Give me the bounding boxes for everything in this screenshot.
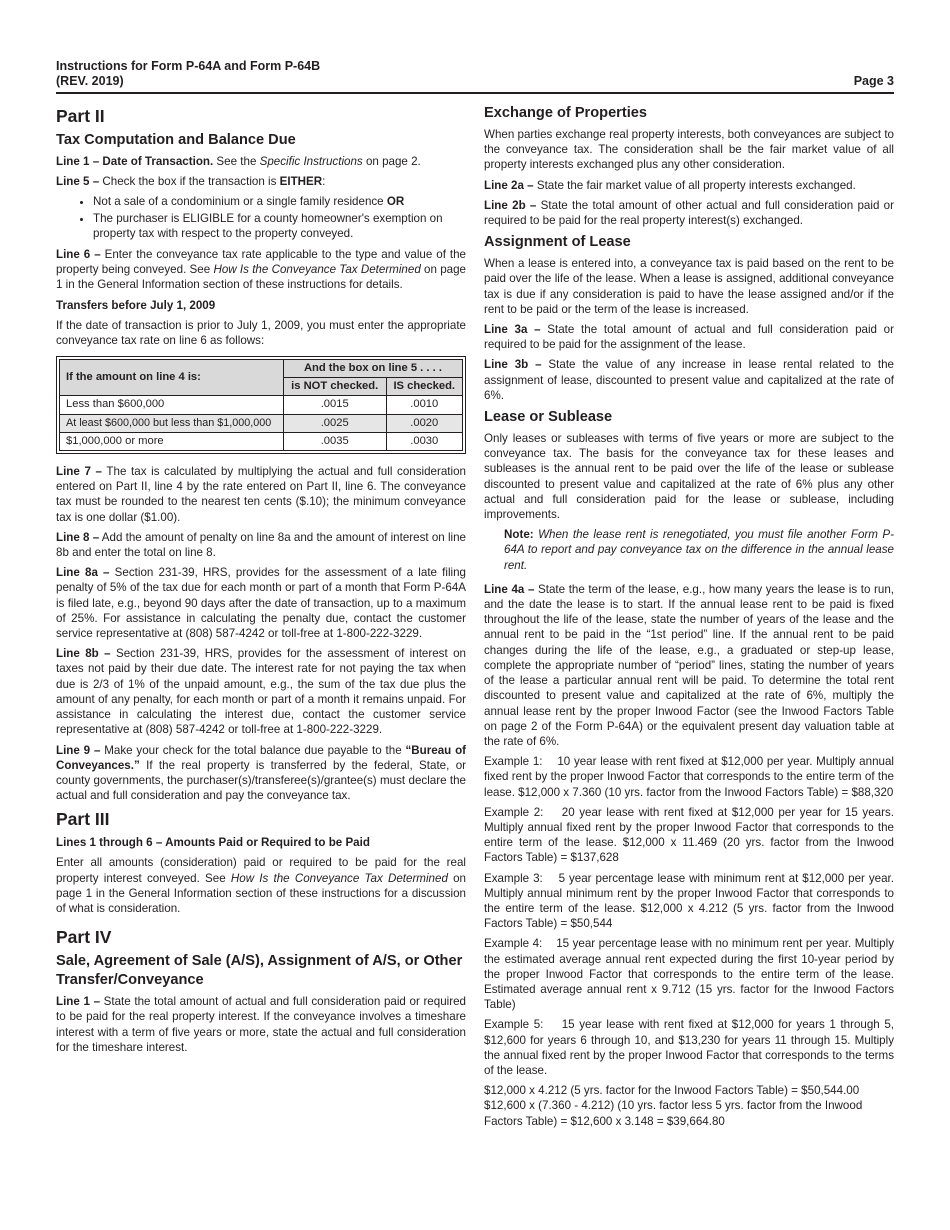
table-cell: .0035 (283, 432, 386, 450)
title-line-1: Instructions for Form P-64A and Form P-64B (56, 59, 321, 73)
line-8-paragraph (56, 530, 466, 560)
line-3b-paragraph (484, 357, 894, 403)
lease-paragraph: Only leases or subleases with terms of five years or more are subject to the conveyance tax. The basis for the conveyance tax for these leases and subleases is the annual rent to be paid over the life of the lease or sublease discounted to present value and capitalized at the rate of 6% plus any other actual and full consideration paid for the lease or sublease, including improvements. (484, 432, 894, 522)
calc-line-2: $12,600 x (7.360 - 4.212) (10 yrs. factor less 5 yrs. factor from the Inwood Factors Table) = $12,600 x 3.148 = $39,664.80 (484, 1099, 863, 1128)
exchange-heading: Exchange of Properties (484, 105, 648, 121)
line-7-label: Line 7 – (56, 465, 102, 479)
part-3-paragraph (56, 855, 466, 916)
note-label: Note: (504, 528, 534, 542)
part-3-emphasis: How Is the Conveyance Tax Determined (230, 871, 448, 885)
table-cell: At least $600,000 but less than $1,000,000 (60, 414, 284, 432)
line-8a-label: Line 8a – (56, 566, 110, 580)
table-col-not-checked-header: is NOT checked. (283, 378, 386, 396)
line-3a-paragraph (484, 322, 894, 352)
part-4-subheading: Sale, Agreement of Sale (A/S), Assignment of A/S, or Other Transfer/Conveyance (56, 953, 463, 989)
left-column (56, 101, 466, 1060)
line-2b-label: Line 2b – (484, 198, 537, 212)
bullet-1-or: OR (386, 195, 405, 209)
line-5-text: Check the box if the transaction is (99, 175, 280, 189)
line-9-text-b: If the real property is transferred by the federal, State, or county governments, the purchaser(s)/transferee(s)/grantee(s) must declare the actual and full consideration and pay the conveyance tax. (56, 758, 466, 803)
table-col-amount-header: If the amount on line 4 is: (60, 360, 284, 396)
line-6-label: Line 6 – (56, 248, 101, 262)
part-4-line-1-paragraph (56, 994, 466, 1055)
line-7-paragraph (56, 464, 466, 525)
line-6-text-a: Enter the conveyance tax rate applicable to the type and value of the property being conveyed. See (56, 248, 467, 277)
line-2b-text: State the total amount of other actual and full consideration paid or required to be paid for the real property interest(s) exchanged. (484, 198, 894, 228)
line-2a-label: Line 2a – (484, 178, 534, 192)
part-3-text-a: Enter all amounts (consideration) paid or required to be paid for the real property interest conveyed. See (56, 856, 466, 885)
right-column (484, 101, 898, 1129)
page-header (56, 59, 894, 89)
table-cell: .0020 (386, 414, 463, 432)
line-6-paragraph (56, 247, 466, 293)
table-cell: .0015 (283, 396, 386, 414)
line-9-paragraph (56, 743, 466, 804)
transfers-heading: Transfers before July 1, 2009 (56, 298, 216, 312)
line-4a-text: State the term of the lease, e.g., how many years the lease is to run, and the date the lease is to start. If the annual lease rent to be paid is fixed throughout the life of the lease, state the number of years of the lease and the annual rent to be paid in the “1st period” line. If the annual rent to be paid changes during the life of the lease, e.g., a graduated or step-up lease, complete the appropriate number of “period” lines, stating the number of years of the lease a particular annual rent will be paid. To determine the total rent discounted to present value and capitalized at the rate of 6%, multiply the annual lease rent by the proper Inwood Factor (see the Inwood Factors Table on page 2 of the Form P-64A) or the equivalent present day valuation table at the rate of 6%. (484, 582, 895, 748)
line-4a-paragraph (484, 582, 894, 749)
transfers-paragraph: If the date of transaction is prior to July 1, 2009, you must enter the appropriate conveyance tax rate on line 6 as follows: (56, 318, 466, 347)
line-3b-label: Line 3b – (484, 358, 542, 372)
example-2: Example 2: 20 year lease with rent fixed at $12,000 per year for 15 years. Multiply annual fixed rent by the proper Inwood Factor that corresponds to the entire term of the lease. $12,000 x 11.469 (20 yrs. factor from the Inwood Factors Table) = $137,628 (484, 805, 898, 865)
assignment-heading: Assignment of Lease (484, 234, 631, 251)
line-8a-paragraph (56, 565, 466, 641)
part-2-heading: Part II (56, 106, 105, 126)
line-9-payee: “Bureau of Conveyances.” (56, 743, 467, 772)
table-row (60, 432, 463, 450)
header-divider (56, 92, 894, 94)
line-8a-text: Section 231-39, HRS, provides for the assessment of a late filing penalty of 5% of the tax due for each month or part of a month that Form P-64A is filed late, e.g., beyond 90 days after the date of transaction, up to a maximum of 25%. For assistance in calculating the penalty due, contact the customer service representative at (808) 587-4242 or toll-free at 1-800-222-3229. (56, 566, 466, 641)
line-8b-paragraph (56, 646, 466, 737)
part-2-subheading: Tax Computation and Balance Due (56, 132, 296, 148)
table-row (60, 396, 463, 414)
table-cell: .0025 (283, 414, 386, 432)
example-3: Example 3: 5 year percentage lease with minimum rent at $12,000 per year. Multiply annual minimum rent by the proper Inwood Factor that corresponds to the entire term of the lease. $12,000 x 4.212 (5 yrs. factor from the Inwood Factors Table) = $50,544 (484, 871, 898, 931)
line-3a-text: State the total amount of actual and full consideration paid or required to be paid for the assignment of the lease. (484, 323, 894, 352)
line-1-emphasis: Specific Instructions (259, 155, 363, 168)
table-group-header: And the box on line 5 . . . . (283, 360, 462, 378)
part-3-text-b: on page 1 in the General Information section of these instructions for a discussion of what is consideration. (56, 871, 466, 915)
line-8-label: Line 8 – (56, 530, 100, 544)
bullet-item: • The purchaser is ELIGIBLE for a county homeowner's exemption on property tax with respect to the property conveyed. (93, 211, 466, 241)
line-5-colon: : (322, 175, 326, 189)
line-5-either: EITHER (279, 175, 323, 189)
line-8b-text: Section 231-39, HRS, provides for the assessment of interest on taxes not paid by their due date. The interest rate for not paying the tax when due is 2/3 of 1% of the unpaid amount, e.g., the sum of the tax due plus the amount of any penalty, for each month or part of a month it remains unpaid. For assistance in calculating the interest due, contact the customer service representative at (808) 587-4242 or toll-free at 1-800-222-3229. (56, 647, 466, 737)
example-5: Example 5: 15 year lease with rent fixed at $12,000 for years 1 through 5, $12,600 for years 6 through 10, and $13,230 for years 11 through 15. Multiply the annual fixed rent by the proper Inwood Factor that corresponds to the terms of the lease. (484, 1018, 898, 1077)
exchange-paragraph: When parties exchange real property interests, both conveyances are subject to the conveyance tax. The consideration shall be the fair market value of all property interests exchanged plus any other consideration. (484, 128, 894, 172)
table-cell: $1,000,000 or more (60, 432, 284, 450)
line-8b-label: Line 8b – (56, 647, 111, 661)
bullet-item (93, 194, 466, 209)
line-8-text: Add the amount of penalty on line 8a and the amount of interest on line 8b and enter the total on line 8. (56, 530, 467, 560)
line-9-text-a: Make your check for the total balance due payable to the (100, 743, 406, 757)
title-line-2: (REV. 2019) (56, 74, 124, 88)
part-4-line-1-label: Line 1 – (56, 995, 101, 1009)
note-text: When the lease rent is renegotiated, you must file another Form P-64A to report and pay conveyance tax on the difference in the annual lease rent. (504, 528, 894, 572)
table-cell: .0030 (386, 432, 463, 450)
line-2a-paragraph (484, 178, 894, 193)
line-1-label: Line 1 – Date of Transaction. (56, 155, 214, 168)
line-6-emphasis: How Is the Conveyance Tax Determined (213, 263, 421, 277)
table-cell: Less than $600,000 (60, 396, 284, 414)
line-2a-text: State the fair market value of all property interests exchanged. (533, 178, 856, 192)
rate-table-frame (56, 356, 466, 454)
line-1-text-b: on page 2. (362, 155, 421, 168)
lease-note (484, 527, 894, 573)
line-4a-label: Line 4a – (484, 582, 535, 596)
line-3b-text: State the value of any increase in lease rental related to the assignment of lease, discounted to present value and capitalized at the rate of 6%. (484, 358, 894, 402)
line-3a-label: Line 3a – (484, 323, 541, 337)
line-6-text-b: on page 1 in the General Information section of these instructions for details. (56, 263, 466, 292)
line-5-label: Line 5 – (56, 175, 100, 189)
part-4-heading: Part IV (56, 927, 112, 948)
line-1-paragraph (56, 154, 466, 169)
example-4: Example 4: 15 year percentage lease with no minimum rent per year. Multiply the estimated average annual rent expected during the first 10-year period by the proper Inwood Factor that corresponds to the entire term of the lease. Estimated average annual rent x 9.712 (15 yrs. factor for the Inwood Factors Table) (484, 937, 898, 1012)
rate-table (59, 359, 463, 451)
line-1-text-a: See the (213, 155, 260, 168)
document-title (56, 59, 894, 89)
line-5-bullets (56, 194, 466, 241)
part-3-heading: Part III (56, 809, 110, 830)
line-7-text: The tax is calculated by multiplying the actual and full consideration entered on Part II, line 4 by the rate entered on Part II, line 6. The conveyance tax must be rounded to the nearest ten cents ($.10); the minimum conveyance tax is one dollar ($1.00). (56, 465, 466, 524)
example-1: Example 1: 10 year lease with rent fixed at $12,000 per year. Multiply annual fixed rent by the proper Inwood Factor that corresponds to the entire term of the lease. $12,000 x 7.360 (10 yrs. factor from the Inwood Factors Table) = $88,320 (484, 755, 898, 799)
assignment-paragraph: When a lease is entered into, a conveyance tax is paid based on the rent to be paid over the life of the lease. When a lease is assigned, additional conveyance tax is due if any consideration is paid to have the lease assigned and/or if the rent to be paid or the term of the lease is increased. (484, 257, 894, 316)
line-9-label: Line 9 – (56, 743, 101, 757)
line-5-paragraph (56, 174, 466, 189)
table-row (60, 414, 463, 432)
lease-heading: Lease or Sublease (484, 409, 613, 426)
table-col-checked-header: IS checked. (386, 378, 463, 396)
bullet-1-text: Not a sale of a condominium or a single family residence (93, 195, 387, 209)
part-4-line-1-text: State the total amount of actual and full consideration paid or required to be paid for the real property interest. If the conveyance involves a timeshare interest with a term of five years or more, state the actual and full consideration for the timeshare interest. (56, 995, 466, 1054)
calc-line-1: $12,000 x 4.212 (5 yrs. factor for the Inwood Factors Table) = $50,544.00 (484, 1084, 860, 1098)
part-3-subheading: Lines 1 through 6 – Amounts Paid or Required to be Paid (56, 836, 370, 850)
line-2b-paragraph (484, 198, 894, 228)
page-number: Page 3 (853, 74, 894, 88)
table-cell: .0010 (386, 396, 463, 414)
